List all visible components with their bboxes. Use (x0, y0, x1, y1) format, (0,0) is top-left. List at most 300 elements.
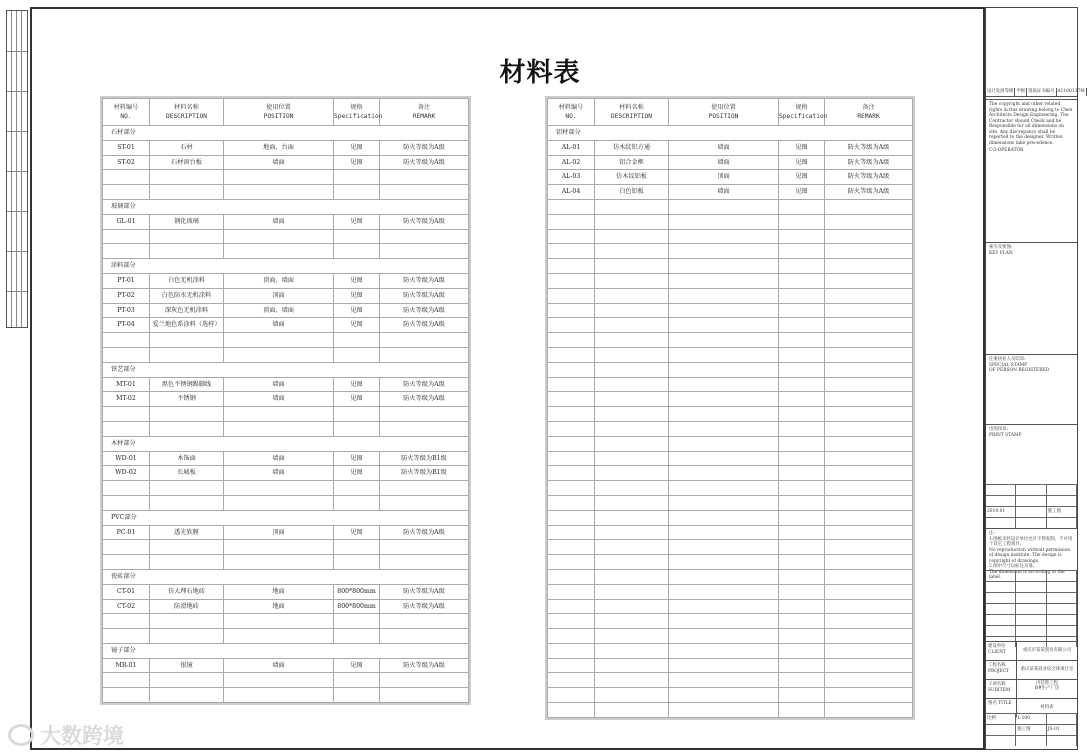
table-row (103, 288, 469, 303)
material-number: PT-01 (103, 273, 150, 288)
material-remark (825, 688, 913, 703)
header-no: 材料编号 NO. (548, 99, 595, 126)
material-specification (779, 673, 825, 688)
table-row (548, 333, 913, 348)
material-position (224, 629, 334, 644)
material-number (548, 318, 595, 333)
material-specification (779, 599, 825, 614)
material-remark: 防火等级为A级 (380, 273, 469, 288)
table-row (103, 273, 469, 288)
table-row (548, 288, 913, 303)
client-label: 建设单位 CLIENT (986, 642, 1017, 660)
material-number (103, 229, 150, 244)
material-number: PT-02 (103, 288, 150, 303)
material-number (548, 362, 595, 377)
material-description: 木饰面 (150, 451, 224, 466)
table-row (103, 629, 469, 644)
material-number (548, 436, 595, 451)
table-row (548, 436, 913, 451)
material-specification (779, 510, 825, 525)
revision-table (986, 484, 1077, 528)
material-remark (380, 481, 469, 496)
material-number: AL-01 (548, 140, 595, 155)
material-remark (380, 629, 469, 644)
material-remark (380, 347, 469, 362)
material-position (669, 421, 779, 436)
table-row (548, 643, 913, 658)
material-remark: 防火等级为A级 (380, 525, 469, 540)
table-row (548, 569, 913, 584)
material-description (595, 466, 669, 481)
material-number (548, 259, 595, 274)
material-specification: 见图 (334, 140, 380, 155)
material-specification (779, 703, 825, 718)
material-number (548, 540, 595, 555)
material-position (669, 199, 779, 214)
material-description (595, 658, 669, 673)
material-number: MT-02 (103, 392, 150, 407)
material-specification (779, 421, 825, 436)
section-title: 铁艺部分 (103, 362, 469, 377)
material-remark: 防火等级为A级 (825, 140, 913, 155)
material-number (548, 199, 595, 214)
material-specification (779, 555, 825, 570)
table-row (548, 540, 913, 555)
material-number (548, 466, 595, 481)
material-remark: 防火等级为A级 (380, 392, 469, 407)
material-position: 墙面 (224, 377, 334, 392)
table-row (103, 333, 469, 348)
material-specification (779, 244, 825, 259)
material-description (595, 436, 669, 451)
material-specification: 见图 (334, 273, 380, 288)
material-number: WD-02 (103, 466, 150, 481)
material-specification (779, 347, 825, 362)
copyright-box (986, 99, 1077, 242)
material-number (548, 451, 595, 466)
material-position: 地面、台面 (224, 140, 334, 155)
header-remark: 备注 REMARK (380, 99, 469, 126)
material-remark (825, 229, 913, 244)
material-number (103, 185, 150, 200)
material-position (669, 510, 779, 525)
table-row (548, 392, 913, 407)
table-row (548, 377, 913, 392)
material-specification (334, 673, 380, 688)
material-position (669, 673, 779, 688)
header-description: 材料名称 DESCRIPTION (595, 99, 669, 126)
material-position: 顶面 (224, 525, 334, 540)
material-remark: 防火等级为A级 (380, 288, 469, 303)
material-description (595, 377, 669, 392)
material-specification (779, 540, 825, 555)
table-header-row (103, 99, 469, 126)
material-specification (779, 643, 825, 658)
material-specification (334, 333, 380, 348)
table-row (548, 185, 913, 200)
material-specification (334, 481, 380, 496)
material-description (595, 229, 669, 244)
material-specification (334, 421, 380, 436)
material-position (669, 333, 779, 348)
material-description (595, 362, 669, 377)
material-remark (825, 525, 913, 540)
material-number (548, 525, 595, 540)
table-row (548, 451, 913, 466)
material-position (669, 347, 779, 362)
material-remark: 防火等级为A级 (380, 658, 469, 673)
material-position (669, 288, 779, 303)
material-description (595, 244, 669, 259)
table-row (103, 185, 469, 200)
materials-table-left (100, 96, 471, 705)
header-specification: 规格 Specification (334, 99, 380, 126)
material-number (548, 244, 595, 259)
material-position (669, 703, 779, 718)
material-remark (825, 436, 913, 451)
material-position: 墙面 (224, 155, 334, 170)
material-description: 不锈钢 (150, 392, 224, 407)
material-description: 仿大理石地砖 (150, 584, 224, 599)
table-row (103, 495, 469, 510)
material-position (669, 569, 779, 584)
material-specification: 见图 (779, 185, 825, 200)
table-row (103, 481, 469, 496)
material-description (595, 569, 669, 584)
material-specification (334, 229, 380, 244)
material-position (669, 643, 779, 658)
material-remark (825, 377, 913, 392)
material-description: 仿木纹铝板 (595, 170, 669, 185)
material-number (548, 392, 595, 407)
material-position (224, 614, 334, 629)
material-number (548, 555, 595, 570)
material-position (224, 673, 334, 688)
drawing-meta-grid (986, 713, 1077, 746)
section-title: 玻璃部分 (103, 199, 469, 214)
table-row (548, 170, 913, 185)
stage-label: 施工图 (1016, 725, 1046, 735)
table-row (103, 140, 469, 155)
material-description (595, 333, 669, 348)
material-remark: 防火等级为A级 (380, 584, 469, 599)
material-description (150, 614, 224, 629)
section-title: 木材部分 (103, 436, 469, 451)
material-remark (825, 288, 913, 303)
material-remark (380, 688, 469, 703)
material-number (548, 495, 595, 510)
material-remark: 防火等级为A级 (380, 214, 469, 229)
qualification-label: 设计发展等级 (987, 89, 1014, 94)
material-number (548, 347, 595, 362)
material-specification (779, 288, 825, 303)
client-value: 重庆市某某置业有限公司 (1022, 648, 1072, 653)
material-number (548, 599, 595, 614)
material-remark (825, 303, 913, 318)
material-position (224, 688, 334, 703)
material-specification: 见图 (779, 140, 825, 155)
material-remark (380, 495, 469, 510)
material-remark (825, 584, 913, 599)
table-row (548, 421, 913, 436)
material-description: 银镜 (150, 658, 224, 673)
material-description (595, 510, 669, 525)
material-position (669, 407, 779, 422)
table-row (548, 318, 913, 333)
material-position: 地面 (224, 584, 334, 599)
material-position (669, 525, 779, 540)
material-position (669, 658, 779, 673)
material-position (669, 555, 779, 570)
material-description (150, 347, 224, 362)
material-specification (779, 199, 825, 214)
material-number (103, 614, 150, 629)
material-remark: 防火等级为A级 (380, 140, 469, 155)
material-remark: 防火等级为A级 (380, 155, 469, 170)
material-specification (779, 362, 825, 377)
table-row (103, 451, 469, 466)
material-position (224, 407, 334, 422)
material-number (548, 629, 595, 644)
material-number: CT-01 (103, 584, 150, 599)
table-row (548, 407, 913, 422)
material-remark: 防火等级为A级 (380, 377, 469, 392)
material-number: AL-04 (548, 185, 595, 200)
section-row (103, 362, 469, 377)
material-position (669, 303, 779, 318)
material-specification (779, 259, 825, 274)
material-remark (825, 540, 913, 555)
table-row (548, 495, 913, 510)
notes-text-en: No reproduction without permission of design institute. The design is copyright of drawings. (989, 547, 1071, 564)
material-specification: 见图 (334, 303, 380, 318)
material-description (150, 407, 224, 422)
table-row (548, 347, 913, 362)
material-description: 铝合金框 (595, 155, 669, 170)
material-position: 墙面 (669, 185, 779, 200)
material-position (224, 347, 334, 362)
subitem-label: 子项名称 SUBITEM (986, 680, 1017, 698)
material-description: 深灰色无机涂料 (150, 303, 224, 318)
material-description (595, 643, 669, 658)
material-position (224, 170, 334, 185)
material-specification: 见图 (334, 318, 380, 333)
material-description: 白色无机涂料 (150, 273, 224, 288)
material-remark (825, 333, 913, 348)
material-position (224, 244, 334, 259)
material-position (669, 599, 779, 614)
registered-stamp-label-en-2: OF PERSON REGISTERED (989, 368, 1050, 373)
table-row (548, 199, 913, 214)
section-row (103, 259, 469, 274)
material-number (548, 643, 595, 658)
section-title: 镜子部分 (103, 643, 469, 658)
table-row (548, 259, 913, 274)
material-description (595, 555, 669, 570)
material-number (103, 629, 150, 644)
material-position (669, 377, 779, 392)
material-position: 墙面 (224, 451, 334, 466)
notes-text-en-2: The dimension is according to the label. (989, 569, 1065, 580)
material-remark: 防火等级为B1级 (380, 466, 469, 481)
material-description (595, 673, 669, 688)
page-title: 材料表 (499, 58, 581, 88)
material-description: 钢化玻璃 (150, 214, 224, 229)
material-description (150, 495, 224, 510)
material-position (669, 540, 779, 555)
key-plan-label-en: KEY PLAN (989, 250, 1013, 256)
material-number: AL-03 (548, 170, 595, 185)
table-row (103, 421, 469, 436)
material-remark (825, 629, 913, 644)
material-number (103, 333, 150, 348)
table-row (103, 540, 469, 555)
material-position (669, 614, 779, 629)
material-remark (825, 614, 913, 629)
table-row (548, 629, 913, 644)
material-position: 墙面 (669, 140, 779, 155)
material-position: 顶面、墙面 (224, 273, 334, 288)
table-row (103, 392, 469, 407)
material-remark: 防火等级为B1级 (380, 451, 469, 466)
material-position (669, 451, 779, 466)
material-description (595, 540, 669, 555)
material-remark (825, 214, 913, 229)
material-number: MT-01 (103, 377, 150, 392)
material-remark (825, 466, 913, 481)
material-number: CT-02 (103, 599, 150, 614)
material-description (595, 495, 669, 510)
section-row (103, 436, 469, 451)
material-remark: 防火等级为A级 (380, 318, 469, 333)
section-row (103, 510, 469, 525)
material-position: 顶面 (224, 288, 334, 303)
material-description (595, 199, 669, 214)
material-remark (825, 569, 913, 584)
table-row (103, 688, 469, 703)
material-description (150, 673, 224, 688)
key-plan-box (986, 242, 1077, 354)
material-specification (779, 436, 825, 451)
material-position (224, 495, 334, 510)
material-specification: 见图 (334, 155, 380, 170)
material-remark (380, 407, 469, 422)
table-row (548, 362, 913, 377)
material-position (669, 214, 779, 229)
material-remark (825, 259, 913, 274)
signature-grid (986, 570, 1077, 647)
header-position: 使用位置 POSITION (669, 99, 779, 126)
material-position: 墙面 (224, 466, 334, 481)
material-number (103, 347, 150, 362)
material-remark (825, 407, 913, 422)
table-row (548, 525, 913, 540)
material-number (548, 569, 595, 584)
material-description (150, 244, 224, 259)
material-number: GL-01 (103, 214, 150, 229)
material-remark (825, 199, 913, 214)
material-remark (825, 555, 913, 570)
material-specification (779, 407, 825, 422)
table-row (548, 466, 913, 481)
material-number (548, 688, 595, 703)
materials-table-right (545, 96, 915, 720)
material-position (669, 392, 779, 407)
project-value: 重庆某某商业综合体项目室内装饰工程 (1020, 667, 1074, 686)
material-position (669, 362, 779, 377)
material-position (669, 584, 779, 599)
material-specification: 见图 (334, 214, 380, 229)
material-remark (825, 673, 913, 688)
table-row (103, 658, 469, 673)
material-position (224, 185, 334, 200)
material-specification (334, 407, 380, 422)
material-remark: 防火等级为A级 (825, 185, 913, 200)
material-specification (334, 495, 380, 510)
table-row (548, 584, 913, 599)
material-number (103, 170, 150, 185)
material-remark (825, 495, 913, 510)
material-description (595, 214, 669, 229)
material-description (595, 451, 669, 466)
drawing-title-value: 材料表 (1040, 705, 1054, 710)
material-remark (380, 540, 469, 555)
material-position (669, 318, 779, 333)
material-specification (334, 347, 380, 362)
material-remark (380, 170, 469, 185)
material-number (548, 584, 595, 599)
material-description (595, 614, 669, 629)
material-number (548, 481, 595, 496)
material-number (103, 244, 150, 259)
section-title: PVC部分 (103, 510, 469, 525)
table-row (548, 481, 913, 496)
material-specification (779, 229, 825, 244)
material-description (595, 347, 669, 362)
section-row (103, 199, 469, 214)
material-description: 黑色不锈钢踢脚线 (150, 377, 224, 392)
notes-text-zh: 1.图纸未经设计单位允许不得复制，不可用于其它工程项目。 (989, 536, 1073, 547)
material-description: 白色铝板 (595, 185, 669, 200)
drawing-title-label: 图名 TITLE (986, 699, 1017, 717)
material-specification: 见图 (334, 377, 380, 392)
material-position (669, 629, 779, 644)
material-remark: 防火等级为A级 (380, 599, 469, 614)
material-number (548, 273, 595, 288)
material-description: 长城板 (150, 466, 224, 481)
material-specification: 见图 (334, 451, 380, 466)
table-row (103, 377, 469, 392)
material-remark (380, 421, 469, 436)
print-stamp-label-en: PRINT STAMP (989, 432, 1022, 438)
material-specification (779, 495, 825, 510)
notes-text-zh-2: 2.图中尺寸以标注为准。 (989, 564, 1038, 569)
qualification-row (986, 88, 1085, 97)
table-row (548, 244, 913, 259)
material-specification: 800*800mm (334, 599, 380, 614)
material-description (595, 629, 669, 644)
notes-box (986, 528, 1077, 580)
material-position (669, 436, 779, 451)
material-remark (380, 555, 469, 570)
material-position (669, 229, 779, 244)
material-specification: 见图 (334, 658, 380, 673)
table-row (103, 673, 469, 688)
material-specification: 见图 (334, 392, 380, 407)
qualification-grade: 甲级 (1016, 89, 1026, 94)
project-info (986, 641, 1077, 717)
table-row (103, 584, 469, 599)
